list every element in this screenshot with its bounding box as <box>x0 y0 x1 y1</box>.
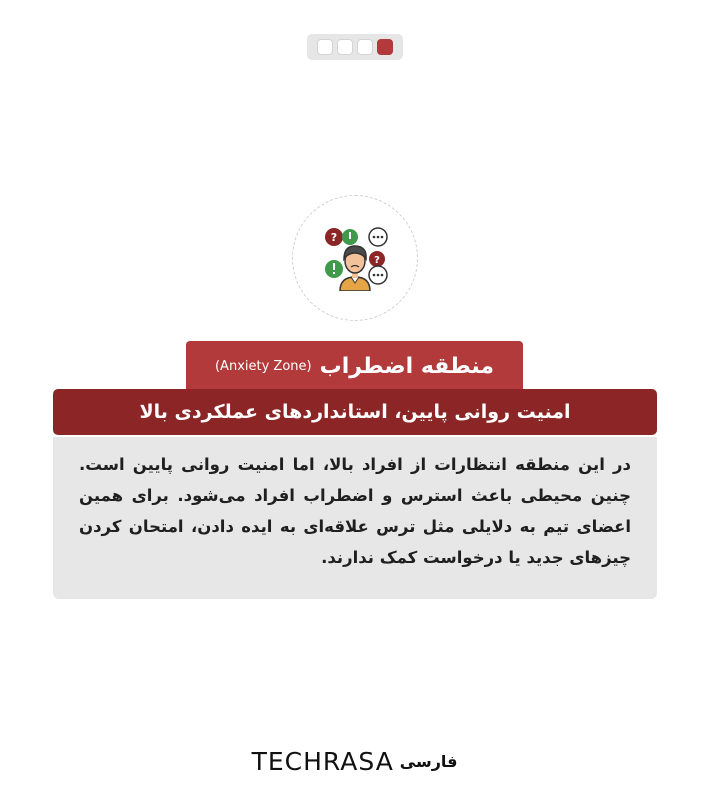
svg-text:?: ? <box>374 255 380 266</box>
anxious-person-icon <box>322 225 388 291</box>
subtitle: امنیت روانی پایین، استانداردهای عملکردی بالا <box>139 401 571 423</box>
page-indicator <box>307 34 403 60</box>
title-tab <box>186 341 523 391</box>
page-title: منطقه اضطراب <box>319 353 495 379</box>
page-title-english: (Anxiety Zone) <box>214 358 312 374</box>
brand-logo <box>0 744 709 778</box>
brand-name: TECHRASA <box>251 746 394 776</box>
subtitle-bar <box>53 389 657 435</box>
svg-text:?: ? <box>330 231 338 244</box>
page-dot[interactable] <box>317 39 333 55</box>
page-dot[interactable] <box>357 39 373 55</box>
page-dot[interactable] <box>337 39 353 55</box>
page-dot-active[interactable] <box>377 39 393 55</box>
description-text: در این منطقه انتظارات از افراد بالا، اما امنیت روانی پایین است. چنین محیطی باعث استرس و اضطراب افراد می‌شود. برای همین اعضای تیم به دلایلی مثل ترس علاقه‌ای به ایده دادن، امتحان کردن چیزهای جدید یا درخواست کمک ندارند. <box>79 455 631 567</box>
illustration-circle <box>292 195 418 321</box>
description-box <box>53 437 657 599</box>
brand-suffix: فارسی <box>399 751 458 771</box>
